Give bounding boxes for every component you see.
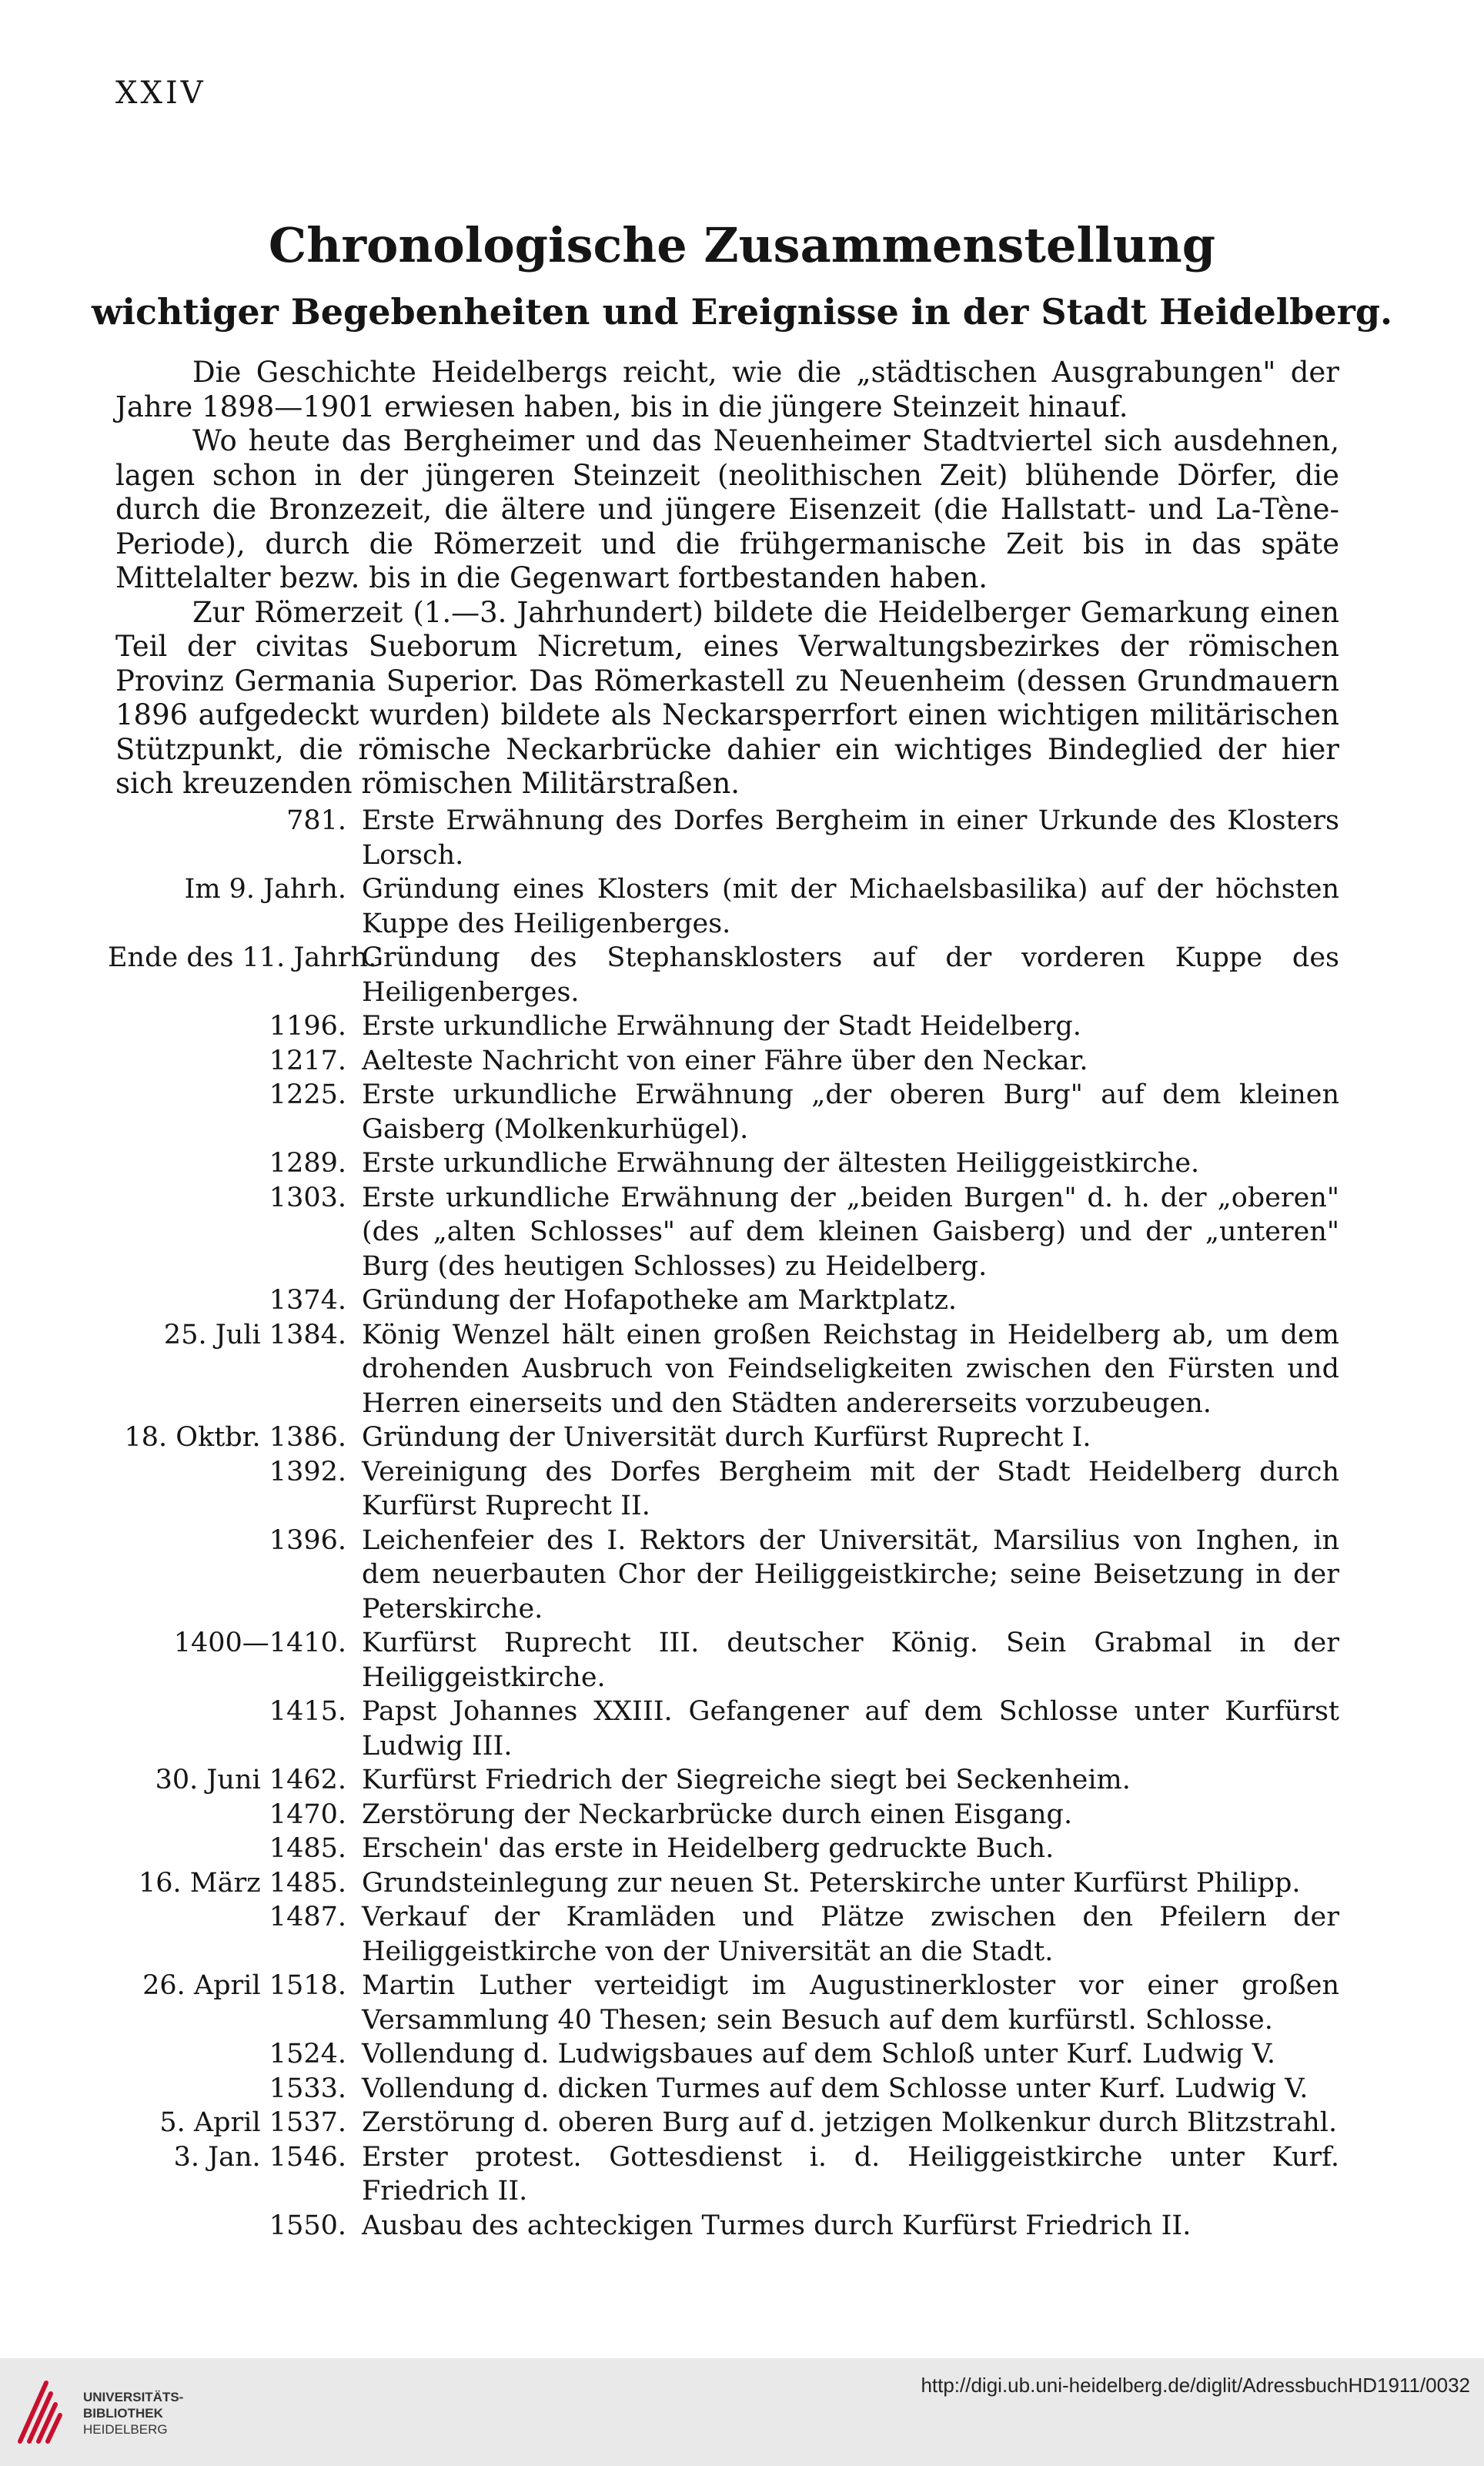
entry-text: Vollendung d. dicken Turmes auf dem Schlosse unter Kurf. Ludwig V.: [362, 2073, 1309, 2104]
chronology-entry: [108, 1626, 1339, 1695]
entry-text: Martin Luther verteidigt im Augustinerkloster vor einer großen Versammlung 40 Thesen; sein Besuch auf dem kurfürstl. Schlosse.: [362, 1970, 1339, 2036]
chronology-entry: [108, 1078, 1339, 1146]
chronology-list: [108, 804, 1339, 2243]
entry-date: Im 9. Jahrh.: [184, 874, 346, 905]
chronology-entry: [108, 2209, 1339, 2243]
entry-date: 5. April 1537.: [159, 2107, 346, 2138]
entry-date: 1487.: [269, 1902, 346, 1932]
chronology-entry: [108, 2140, 1339, 2209]
entry-date: 1392.: [269, 1456, 346, 1487]
entry-text: Gründung eines Klosters (mit der Michaelsbasilika) auf der höchsten Kuppe des Heiligenberges.: [362, 874, 1339, 939]
page-subtitle: wichtiger Begebenheiten und Ereignisse in der Stadt Heidelberg.: [91, 291, 1393, 333]
entry-text: Kurfürst Friedrich der Siegreiche siegt bei Seckenheim.: [362, 1765, 1131, 1795]
chronology-entry: [108, 941, 1339, 1009]
chronology-entry: [108, 1318, 1339, 1421]
logo-line: HEIDELBERG: [83, 2422, 168, 2437]
entry-date: 1196.: [269, 1011, 346, 1042]
intro-text: [115, 356, 1339, 801]
chronology-entry: [108, 2037, 1339, 2072]
entry-date: 1524.: [269, 2039, 346, 2069]
chronology-entry: [108, 1969, 1339, 2037]
logo-line: UNIVERSITÄTS-: [83, 2390, 184, 2404]
page-number: XXIV: [115, 75, 206, 111]
entry-text: Gründung der Hofapotheke am Marktplatz.: [362, 1285, 958, 1316]
chronology-entry: [108, 1009, 1339, 1044]
entry-date: 1374.: [269, 1285, 346, 1316]
entry-text: Erste urkundliche Erwähnung der ältesten Heiliggeistkirche.: [362, 1148, 1200, 1179]
chronology-entry: [108, 1832, 1339, 1866]
chronology-entry: [108, 2072, 1339, 2106]
chronology-entry: [108, 1420, 1339, 1455]
entry-text: Erste urkundliche Erwähnung „der oberen Burg" auf dem kleinen Gaisberg (Molkenkurhügel).: [362, 1079, 1339, 1145]
chronology-entry: [108, 1866, 1339, 1901]
entry-text: Zerstörung d. oberen Burg auf d. jetzigen Molkenkur durch Blitzstrahl.: [362, 2107, 1338, 2138]
intro-paragraph: Wo heute das Bergheimer und das Neuenheimer Stadtviertel sich ausdehnen, lagen schon in der jüngeren Steinzeit (neolithischen Zeit) blühende Dörfer, die durch die Bronzezeit, die ältere und jüngere Eisenzeit (die Hallstatt- und La-Tène-Periode), durch die Römerzeit und die frühgermanische Zeit bis in das späte Mittelalter bezw. bis in die Gegenwart fortbestanden haben.: [115, 424, 1339, 594]
library-logo-text: [83, 2389, 183, 2438]
entry-date: 1289.: [269, 1148, 346, 1179]
chronology-entry: [108, 1283, 1339, 1318]
page-title: Chronologische Zusammenstellung: [268, 217, 1216, 273]
chronology-entry: [108, 1524, 1339, 1627]
chronology-entry: [108, 1763, 1339, 1798]
entry-text: Verkauf der Kramläden und Plätze zwischen den Pfeilern der Heiliggeistkirche von der Universität an die Stadt.: [362, 1902, 1339, 1967]
entry-text: Erschein' das erste in Heidelberg gedruckte Buch.: [362, 1833, 1055, 1864]
entry-text: Grundsteinlegung zur neuen St. Peterskirche unter Kurfürst Philipp.: [362, 1867, 1301, 1899]
entry-date: 1217.: [269, 1045, 346, 1076]
entry-date: Ende des 11. Jahrh.: [108, 942, 377, 973]
entry-text: Zerstörung der Neckarbrücke durch einen Eisgang.: [362, 1798, 1073, 1830]
entry-text: Erste urkundliche Erwähnung der Stadt Heidelberg.: [362, 1011, 1081, 1042]
library-logo[interactable]: [15, 2377, 200, 2448]
entry-text: Gründung der Universität durch Kurfürst Ruprecht I.: [362, 1422, 1091, 1453]
chronology-entry: [108, 2106, 1339, 2140]
chronology-entry: [108, 804, 1339, 872]
entry-date: 1415.: [269, 1696, 346, 1727]
entry-date: 1485.: [269, 1833, 346, 1864]
entry-date: 1550.: [269, 2210, 346, 2241]
entry-date: 1225.: [269, 1079, 346, 1110]
entry-date: 1400—1410.: [173, 1628, 346, 1658]
footer-bar: [0, 2358, 1484, 2466]
logo-line: BIBLIOTHEK: [83, 2406, 163, 2421]
chronology-entry: [108, 1900, 1339, 1969]
entry-date: 1470.: [269, 1798, 346, 1830]
source-url-link[interactable]: http://digi.ub.uni-heidelberg.de/diglit/AdressbuchHD1911/0032: [921, 2374, 1470, 2397]
entry-text: König Wenzel hält einen großen Reichstag in Heidelberg ab, um dem drohenden Ausbruch von Feindseligkeiten zwischen den Fürsten und Herren einerseits und den Städten andererseits vorzubeugen.: [362, 1319, 1339, 1419]
entry-date: 1303.: [269, 1182, 346, 1213]
entry-text: Kurfürst Ruprecht III. deutscher König. Sein Grabmal in der Heiliggeistkirche.: [362, 1628, 1339, 1693]
entry-text: Vereinigung des Dorfes Bergheim mit der Stadt Heidelberg durch Kurfürst Ruprecht II.: [362, 1456, 1339, 1521]
entry-text: Papst Johannes XXIII. Gefangener auf dem Schlosse unter Kurfürst Ludwig III.: [362, 1696, 1339, 1762]
entry-text: Leichenfeier des I. Rektors der Universität, Marsilius von Inghen, in dem neuerbauten Chor der Heiliggeistkirche; seine Beisetzung in der Peterskirche.: [362, 1524, 1339, 1624]
entry-date: 18. Oktbr. 1386.: [124, 1422, 346, 1453]
entry-text: Ausbau des achteckigen Turmes durch Kurfürst Friedrich II.: [362, 2210, 1192, 2241]
entry-text: Gründung des Stephansklosters auf der vorderen Kuppe des Heiligenberges.: [362, 942, 1339, 1008]
chronology-entry: [108, 1181, 1339, 1284]
entry-date: 30. Juni 1462.: [155, 1765, 346, 1795]
chronology-entry: [108, 1146, 1339, 1181]
chronology-entry: [108, 1798, 1339, 1832]
entry-date: 25. Juli 1384.: [163, 1319, 346, 1350]
entry-text: Aelteste Nachricht von einer Fähre über den Neckar.: [362, 1045, 1088, 1076]
chronology-entry: [108, 1044, 1339, 1079]
library-logo-icon: [15, 2377, 77, 2448]
entry-date: 3. Jan. 1546.: [173, 2141, 346, 2173]
intro-paragraph: Zur Römerzeit (1.—3. Jahrhundert) bildete die Heidelberger Gemarkung einen Teil der civitas Sueborum Nicretum, eines Verwaltungsbezirkes der römischen Provinz Germania Superior. Das Römerkastell zu Neuenheim (dessen Grundmauern 1896 aufgedeckt wurden) bildete als Neckarsperrfort einen wichtigen militärischen Stützpunkt, die römische Neckarbrücke dahier ein wichtiges Bindeglied der hier sich kreuzenden römischen Militärstraßen.: [115, 595, 1339, 800]
entry-text: Erster protest. Gottesdienst i. d. Heiliggeistkirche unter Kurf. Friedrich II.: [362, 2141, 1339, 2207]
entry-date: 1533.: [269, 2073, 346, 2104]
entry-text: Vollendung d. Ludwigsbaues auf dem Schloß unter Kurf. Ludwig V.: [362, 2039, 1276, 2069]
entry-date: 26. April 1518.: [142, 1970, 346, 2001]
entry-text: Erste urkundliche Erwähnung der „beiden Burgen" d. h. der „oberen" (des „alten Schlosses" auf dem kleinen Gaisberg) und der „unteren" Burg (des heutigen Schlosses) zu Heidelberg.: [362, 1182, 1339, 1282]
chronology-entry: [108, 1455, 1339, 1524]
entry-date: 1396.: [269, 1524, 346, 1556]
chronology-entry: [108, 872, 1339, 941]
entry-date: 16. März 1485.: [139, 1867, 346, 1899]
entry-date: 781.: [286, 805, 346, 836]
chronology-entry: [108, 1695, 1339, 1763]
entry-text: Erste Erwähnung des Dorfes Bergheim in einer Urkunde des Klosters Lorsch.: [362, 805, 1339, 871]
intro-paragraph: Die Geschichte Heidelbergs reicht, wie die „städtischen Ausgrabungen" der Jahre 1898—1901 erwiesen haben, bis in die jüngere Steinzeit hinauf.: [115, 356, 1339, 423]
